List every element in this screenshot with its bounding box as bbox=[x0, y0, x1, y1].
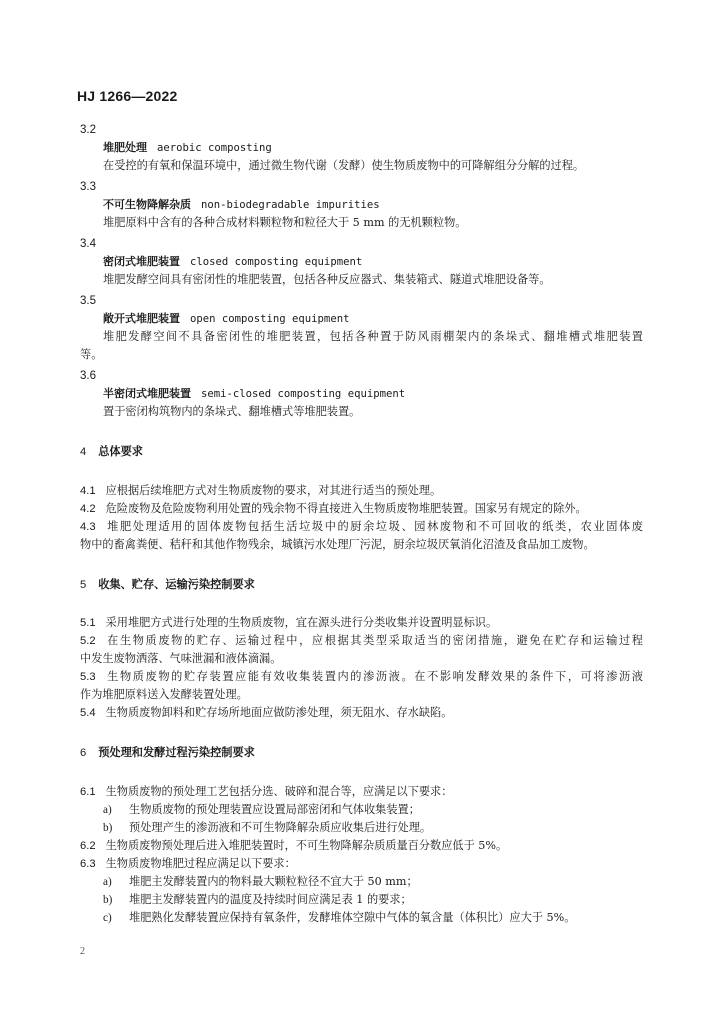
list-label: c) bbox=[103, 912, 112, 924]
term-en: aerobic composting bbox=[157, 142, 272, 154]
section-number: 4 bbox=[80, 446, 87, 458]
clause-number: 5.2 bbox=[80, 635, 96, 647]
section-heading bbox=[80, 746, 255, 760]
clause-text: 采用堆肥方式进行处理的生物质废物，宜在源头进行分类收集并设置明显标识。 bbox=[105, 616, 498, 629]
clause-text-continued: 作为堆肥原料送入发酵装置处理。 bbox=[80, 688, 248, 701]
term-en: non-biodegradable impurities bbox=[201, 199, 380, 211]
section-title: 收集、贮存、运输污染控制要求 bbox=[98, 578, 255, 591]
clause-text: 生物质废物的预处理工艺包括分选、破碎和混合等，应满足以下要求： bbox=[105, 785, 453, 798]
clause-number: 6.1 bbox=[80, 786, 96, 798]
term-title bbox=[103, 141, 272, 155]
clause bbox=[80, 706, 452, 720]
list-item bbox=[103, 821, 431, 835]
clause-text: 生物质废物堆肥过程应满足以下要求： bbox=[105, 857, 296, 870]
clause-text: 堆肥处理适用的固体废物包括生活垃圾中的厨余垃圾、园林废物和不可回收的纸类，农业固体废 bbox=[105, 520, 643, 533]
section-title: 预处理和发酵过程污染控制要求 bbox=[98, 746, 255, 759]
list-label: b) bbox=[103, 822, 113, 834]
list-item bbox=[103, 875, 418, 889]
term-title bbox=[103, 387, 405, 401]
page-number: 2 bbox=[80, 946, 85, 957]
clause bbox=[80, 520, 643, 534]
clause-text: 生物质废物预处理后进入堆肥装置时，不可生物降解杂质质量百分数应低于 5%。 bbox=[105, 839, 508, 852]
clause-text: 应根据后续堆肥方式对生物质废物的要求，对其进行适当的预处理。 bbox=[105, 484, 442, 497]
clause-number: 5.1 bbox=[80, 617, 96, 629]
list-item bbox=[103, 803, 420, 817]
list-text: 堆肥熟化发酵装置应保持有氧条件，发酵堆体空隙中气体的氧含量（体积比）应大于 5%。 bbox=[129, 911, 576, 924]
term-number: 3.4 bbox=[80, 238, 96, 250]
clause bbox=[80, 785, 452, 799]
clause-text: 生物质废物的贮存装置应能有效收集装置内的渗沥液。在不影响发酵效果的条件下，可将渗沥液 bbox=[105, 670, 643, 683]
clause-number: 6.2 bbox=[80, 840, 96, 852]
clause bbox=[80, 839, 507, 853]
list-item bbox=[103, 911, 575, 925]
term-zh: 敞开式堆肥装置 bbox=[103, 312, 180, 325]
term-definition: 堆肥发酵空间不具备密闭性的堆肥装置，包括各种置于防风雨棚架内的条垛式、翻堆槽式堆肥装置 bbox=[103, 330, 643, 343]
section-number: 5 bbox=[80, 579, 87, 591]
list-label: a) bbox=[103, 804, 112, 816]
section-title: 总体要求 bbox=[98, 445, 143, 458]
term-en: open composting equipment bbox=[190, 313, 350, 325]
clause bbox=[80, 634, 643, 648]
term-number: 3.2 bbox=[80, 124, 96, 136]
term-zh: 密闭式堆肥装置 bbox=[103, 255, 180, 268]
clause bbox=[80, 484, 441, 498]
section-heading bbox=[80, 445, 143, 459]
list-text: 堆肥主发酵装置内的物料最大颗粒粒径不宜大于 50 mm； bbox=[129, 875, 418, 888]
term-definition: 堆肥原料中含有的各种合成材料颗粒物和粒径大于 5 mm 的无机颗粒物。 bbox=[103, 216, 467, 229]
clause-text: 生物质废物卸料和贮存场所地面应做防渗处理，须无阻水、存水缺陷。 bbox=[105, 706, 453, 719]
standard-id-header: HJ 1266—2022 bbox=[77, 88, 178, 104]
list-label: a) bbox=[103, 876, 112, 888]
term-number: 3.6 bbox=[80, 370, 96, 382]
term-definition-continued: 等。 bbox=[80, 348, 103, 361]
section-number: 6 bbox=[80, 747, 87, 759]
clause-number: 5.3 bbox=[80, 671, 96, 683]
clause-text-continued: 物中的畜禽粪便、秸秆和其他作物残余，城镇污水处理厂污泥，厨余垃圾厌氧消化沼渣及食品加工废物。 bbox=[80, 538, 595, 551]
term-definition: 置于密闭构筑物内的条垛式、翻堆槽式等堆肥装置。 bbox=[103, 405, 361, 418]
term-title bbox=[103, 255, 362, 269]
clause-number: 4.2 bbox=[80, 503, 96, 515]
clause-number: 4.1 bbox=[80, 485, 96, 497]
term-number: 3.5 bbox=[80, 295, 96, 307]
clause-number: 6.3 bbox=[80, 858, 96, 870]
clause-text: 危险废物及危险废物利用处置的残余物不得直接进入生物质废物堆肥装置。国家另有规定的除外。 bbox=[105, 502, 587, 515]
list-label: b) bbox=[103, 894, 113, 906]
term-en: closed composting equipment bbox=[190, 256, 363, 268]
term-zh: 半密闭式堆肥装置 bbox=[103, 387, 191, 400]
term-definition: 堆肥发酵空间具有密闭性的堆肥装置，包括各种反应器式、集装箱式、隧道式堆肥设备等。 bbox=[103, 273, 551, 286]
clause bbox=[80, 616, 497, 630]
clause-number: 5.4 bbox=[80, 707, 96, 719]
list-text: 生物质废物的预处理装置应设置局部密闭和气体收集装置； bbox=[129, 803, 420, 816]
term-title bbox=[103, 312, 349, 326]
list-text: 堆肥主发酵装置内的温度及持续时间应满足表 1 的要求； bbox=[129, 893, 412, 906]
list-item bbox=[103, 893, 412, 907]
clause bbox=[80, 857, 296, 871]
term-definition: 在受控的有氧和保温环境中，通过微生物代谢（发酵）使生物质废物中的可降解组分分解的过程。 bbox=[103, 159, 585, 172]
clause bbox=[80, 502, 587, 516]
list-text: 预处理产生的渗沥液和不可生物降解杂质应收集后进行处理。 bbox=[129, 821, 432, 834]
term-title bbox=[103, 198, 380, 212]
clause bbox=[80, 670, 643, 684]
clause-number: 4.3 bbox=[80, 521, 96, 533]
term-number: 3.3 bbox=[80, 181, 96, 193]
term-en: semi-closed composting equipment bbox=[201, 388, 406, 400]
clause-text: 在生物质废物的贮存、运输过程中，应根据其类型采取适当的密闭措施，避免在贮存和运输过程 bbox=[105, 634, 643, 647]
term-zh: 堆肥处理 bbox=[103, 141, 147, 154]
section-heading bbox=[80, 578, 255, 592]
term-zh: 不可生物降解杂质 bbox=[103, 198, 191, 211]
clause-text-continued: 中发生废物洒落、气味泄漏和液体滴漏。 bbox=[80, 652, 282, 665]
